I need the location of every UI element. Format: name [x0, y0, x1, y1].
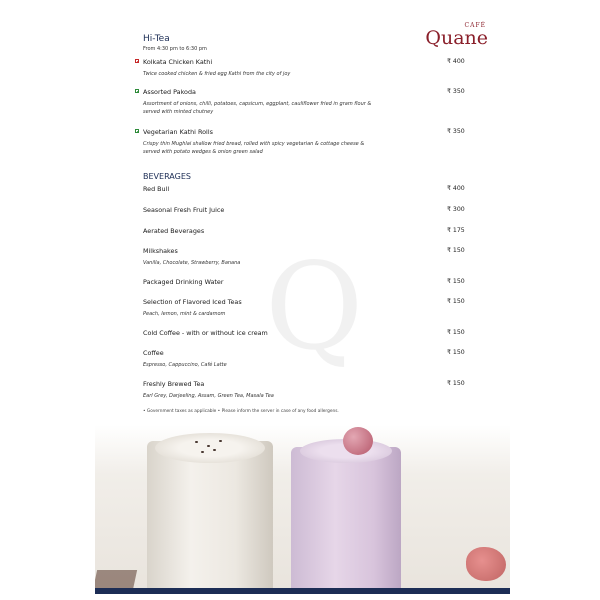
- menu-item-name: Freshly Brewed Tea: [143, 380, 205, 388]
- watermark-q-logo: Q: [265, 238, 364, 377]
- menu-item: [143, 128, 463, 156]
- chocolate-sprinkle-graphic: [195, 441, 198, 443]
- menu-item-price: ₹ 400: [447, 58, 465, 65]
- chocolate-sprinkle-graphic: [219, 440, 222, 442]
- menu-item-price: ₹ 300: [447, 206, 465, 213]
- menu-item: [143, 58, 463, 78]
- menu-item-name: Packaged Drinking Water: [143, 278, 224, 286]
- hitea-timing: From 4:30 pm to 6:30 pm: [143, 46, 207, 52]
- footnote: • Government taxes as applicable • Please inform the server in case of any food allergens.: [143, 409, 339, 414]
- chocolate-sprinkle-graphic: [207, 445, 210, 447]
- logo-cafe-text: CAFÉ: [464, 22, 486, 29]
- non-veg-indicator-icon: [135, 59, 139, 63]
- menu-item-description: Earl Grey, Darjeeling, Assam, Green Tea, Masala Tea: [143, 393, 274, 399]
- menu-item-name: Seasonal Fresh Fruit Juice: [143, 206, 225, 214]
- menu-item-name: Assorted Pakoda: [143, 88, 196, 96]
- chocolate-piece-graphic: [95, 570, 137, 590]
- menu-item-price: ₹ 400: [447, 185, 465, 192]
- menu-item: [143, 329, 463, 337]
- menu-item-price: ₹ 350: [447, 128, 465, 135]
- beverages-section-title: BEVERAGES: [143, 172, 191, 181]
- menu-item: [143, 185, 463, 193]
- menu-item-price: ₹ 175: [447, 227, 465, 234]
- milkshake-glass-graphic: [147, 441, 273, 590]
- cafe-quane-logo: [425, 22, 488, 47]
- menu-item: [143, 206, 463, 214]
- menu-page: [95, 0, 510, 595]
- menu-item-name: Selection of Flavored Iced Teas: [143, 298, 242, 306]
- menu-item-name: Kolkata Chicken Kathi: [143, 58, 213, 66]
- menu-item: [143, 278, 463, 286]
- milkshake-foam-graphic: [155, 433, 265, 463]
- menu-item-description: Espresso, Cappuccino, Café Latte: [143, 362, 227, 368]
- hitea-section-title: Hi-Tea: [143, 34, 170, 44]
- menu-item-price: ₹ 150: [447, 247, 465, 254]
- chocolate-sprinkle-graphic: [201, 451, 204, 453]
- menu-item-name: Aerated Beverages: [143, 227, 205, 235]
- menu-item-price: ₹ 150: [447, 380, 465, 387]
- menu-item-name: Milkshakes: [143, 247, 178, 255]
- menu-item-price: ₹ 150: [447, 349, 465, 356]
- menu-item-name: Cold Coffee - with or without ice cream: [143, 329, 268, 337]
- menu-item: [143, 349, 463, 369]
- footer-bar: [95, 588, 510, 594]
- veg-indicator-icon: [135, 129, 139, 133]
- menu-item-price: ₹ 150: [447, 298, 465, 305]
- menu-item: [143, 227, 463, 235]
- menu-item: [143, 88, 463, 116]
- menu-item-description: Peach, lemon, mint & cardamom: [143, 311, 226, 317]
- menu-item: [143, 298, 463, 318]
- menu-item: [143, 380, 463, 400]
- menu-item-description: Crispy thin Mughlai shallow fried bread, rolled with spicy vegetarian & cottage cheese & served with potato wedges & onion green salad: [143, 141, 365, 155]
- logo-quane-text: Quane: [425, 27, 488, 49]
- berry-shake-glass-graphic: [291, 447, 401, 590]
- menu-item-description: Vanilla, Chocolate, Strawberry, Banana: [143, 260, 241, 266]
- menu-item-name: Vegetarian Kathi Rolls: [143, 128, 213, 136]
- strawberry-graphic: [466, 547, 506, 581]
- chocolate-sprinkle-graphic: [213, 449, 216, 451]
- drinks-photo: [95, 425, 510, 590]
- menu-item-description: Twice cooked chicken & fried egg Kathi from the city of joy: [143, 71, 291, 77]
- raspberry-graphic: [343, 427, 373, 455]
- menu-item-name: Red Bull: [143, 185, 170, 193]
- veg-indicator-icon: [135, 89, 139, 93]
- menu-item-price: ₹ 150: [447, 329, 465, 336]
- menu-item: [143, 247, 463, 267]
- menu-item-name: Coffee: [143, 349, 164, 357]
- menu-item-price: ₹ 150: [447, 278, 465, 285]
- menu-item-description: Assortment of onions, chilli, potatoes, capsicum, eggplant, cauliflower fried in gram flour & served with minted chutney: [143, 101, 372, 115]
- menu-item-price: ₹ 350: [447, 88, 465, 95]
